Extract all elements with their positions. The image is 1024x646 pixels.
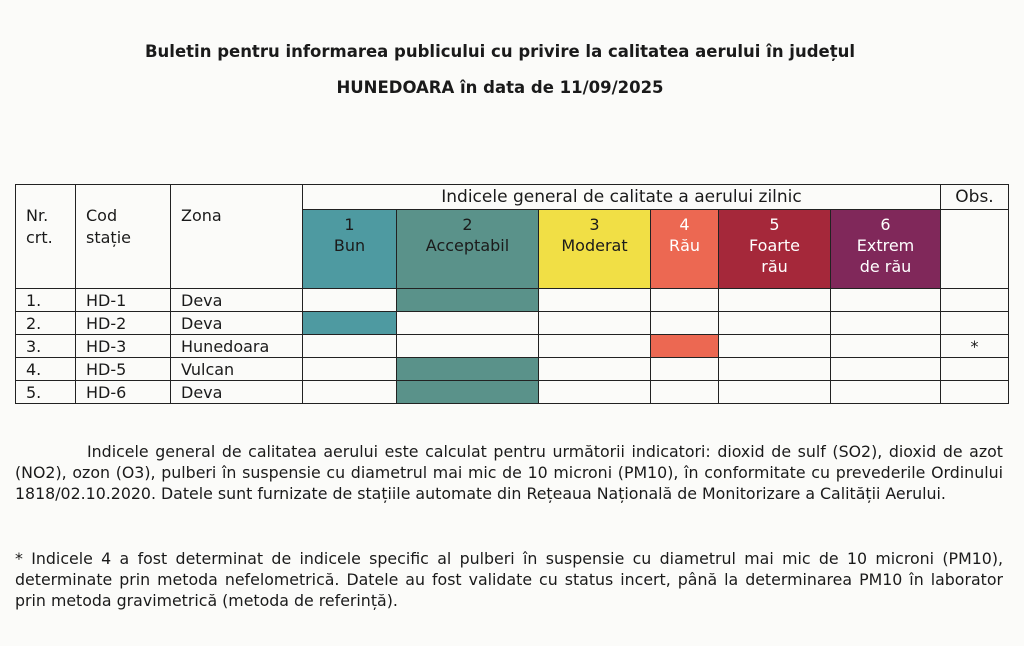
level-label: Bun bbox=[333, 236, 366, 255]
index-cell bbox=[651, 289, 719, 312]
index-cell bbox=[539, 289, 651, 312]
obs-cell bbox=[941, 358, 1009, 381]
obs-header-blank bbox=[941, 210, 1009, 289]
index-cell bbox=[719, 289, 831, 312]
table-row bbox=[16, 358, 1009, 381]
index-cell-active bbox=[397, 381, 539, 404]
table-row bbox=[16, 312, 1009, 335]
zone-name: Deva bbox=[171, 381, 303, 404]
station-code: HD-3 bbox=[76, 335, 171, 358]
table-row bbox=[16, 335, 1009, 358]
col-header-zona: Zona bbox=[171, 185, 303, 289]
obs-cell bbox=[941, 381, 1009, 404]
level-number: 1 bbox=[344, 215, 355, 234]
station-code: HD-5 bbox=[76, 358, 171, 381]
level-label: de rău bbox=[859, 257, 912, 276]
level-number: 4 bbox=[679, 215, 690, 234]
zone-name: Deva bbox=[171, 289, 303, 312]
index-cell-active bbox=[397, 289, 539, 312]
index-cell-active bbox=[303, 312, 397, 335]
index-cell-active bbox=[397, 358, 539, 381]
index-cell bbox=[831, 289, 941, 312]
index-cell bbox=[397, 335, 539, 358]
col-header-obs: Obs. bbox=[941, 185, 1009, 210]
row-number: 2. bbox=[16, 312, 76, 335]
obs-cell bbox=[941, 312, 1009, 335]
level-number: 2 bbox=[462, 215, 473, 234]
col-header-nr: Nr. crt. bbox=[16, 185, 76, 289]
zone-name: Vulcan bbox=[171, 358, 303, 381]
index-cell bbox=[831, 381, 941, 404]
index-cell bbox=[539, 381, 651, 404]
bulletin-title: Buletin pentru informarea publicului cu privire la calitatea aerului în județul bbox=[144, 42, 855, 61]
index-cell bbox=[651, 358, 719, 381]
index-cell bbox=[303, 381, 397, 404]
table-row bbox=[16, 289, 1009, 312]
index-cell bbox=[303, 358, 397, 381]
obs-cell bbox=[941, 289, 1009, 312]
index-cell bbox=[303, 289, 397, 312]
level-number: 6 bbox=[880, 215, 891, 234]
index-cell bbox=[719, 358, 831, 381]
level-cell bbox=[831, 210, 941, 289]
index-cell bbox=[651, 381, 719, 404]
index-header: Indicele general de calitate a aerului zilnic bbox=[303, 185, 941, 210]
index-cell bbox=[651, 312, 719, 335]
bulletin-subtitle: HUNEDOARA în data de 11/09/2025 bbox=[336, 78, 664, 97]
index-cell bbox=[831, 335, 941, 358]
methodology-paragraph: Indicele general de calitatea aerului este calculat pentru următorii indicatori: dioxid de sulf (SO2), dioxid de azot (NO2), ozon (O3), pulberi în suspensie cu diametrul mai mic de 10 microni (PM10), în conformitate cu prevederile Ordinului 1818/02.10.2020. Datele sunt furnizate de stațiile automate din Rețeaua Națională de Monitorizare a Calității Aerului. bbox=[15, 442, 1003, 503]
index-cell bbox=[831, 312, 941, 335]
index-cell bbox=[719, 312, 831, 335]
index-cell bbox=[719, 381, 831, 404]
station-code: HD-2 bbox=[76, 312, 171, 335]
level-number: 5 bbox=[769, 215, 780, 234]
zone-name: Deva bbox=[171, 312, 303, 335]
footnote-paragraph: * Indicele 4 a fost determinat de indicele specific al pulberi în suspensie cu diametrul mai mic de 10 microni (PM10), determinate prin metoda nefelometrică. Datele au fost validate cu status incert, până la determinarea PM10 în laborator prin metoda gravimetrică (metoda de referință). bbox=[15, 549, 1003, 610]
level-cell bbox=[303, 210, 397, 289]
level-label: Rău bbox=[668, 236, 701, 255]
col-header-cod: Cod stație bbox=[76, 185, 171, 289]
station-code: HD-1 bbox=[76, 289, 171, 312]
index-cell-active bbox=[651, 335, 719, 358]
level-number: 3 bbox=[589, 215, 600, 234]
table-row bbox=[16, 381, 1009, 404]
air-quality-table bbox=[15, 184, 1009, 404]
index-cell bbox=[539, 312, 651, 335]
level-label: Foarte bbox=[749, 236, 800, 255]
index-cell bbox=[539, 335, 651, 358]
level-label: rău bbox=[761, 257, 788, 276]
index-cell bbox=[831, 358, 941, 381]
obs-cell: * bbox=[941, 335, 1009, 358]
zone-name: Hunedoara bbox=[171, 335, 303, 358]
row-number: 4. bbox=[16, 358, 76, 381]
row-number: 1. bbox=[16, 289, 76, 312]
index-cell bbox=[397, 312, 539, 335]
level-label: Moderat bbox=[561, 236, 628, 255]
station-code: HD-6 bbox=[76, 381, 171, 404]
row-number: 3. bbox=[16, 335, 76, 358]
level-cell bbox=[397, 210, 539, 289]
level-cell bbox=[651, 210, 719, 289]
index-cell bbox=[719, 335, 831, 358]
row-number: 5. bbox=[16, 381, 76, 404]
level-cell bbox=[719, 210, 831, 289]
level-cell bbox=[539, 210, 651, 289]
level-label: Acceptabil bbox=[425, 236, 510, 255]
index-cell bbox=[303, 335, 397, 358]
level-label: Extrem bbox=[856, 236, 915, 255]
index-cell bbox=[539, 358, 651, 381]
